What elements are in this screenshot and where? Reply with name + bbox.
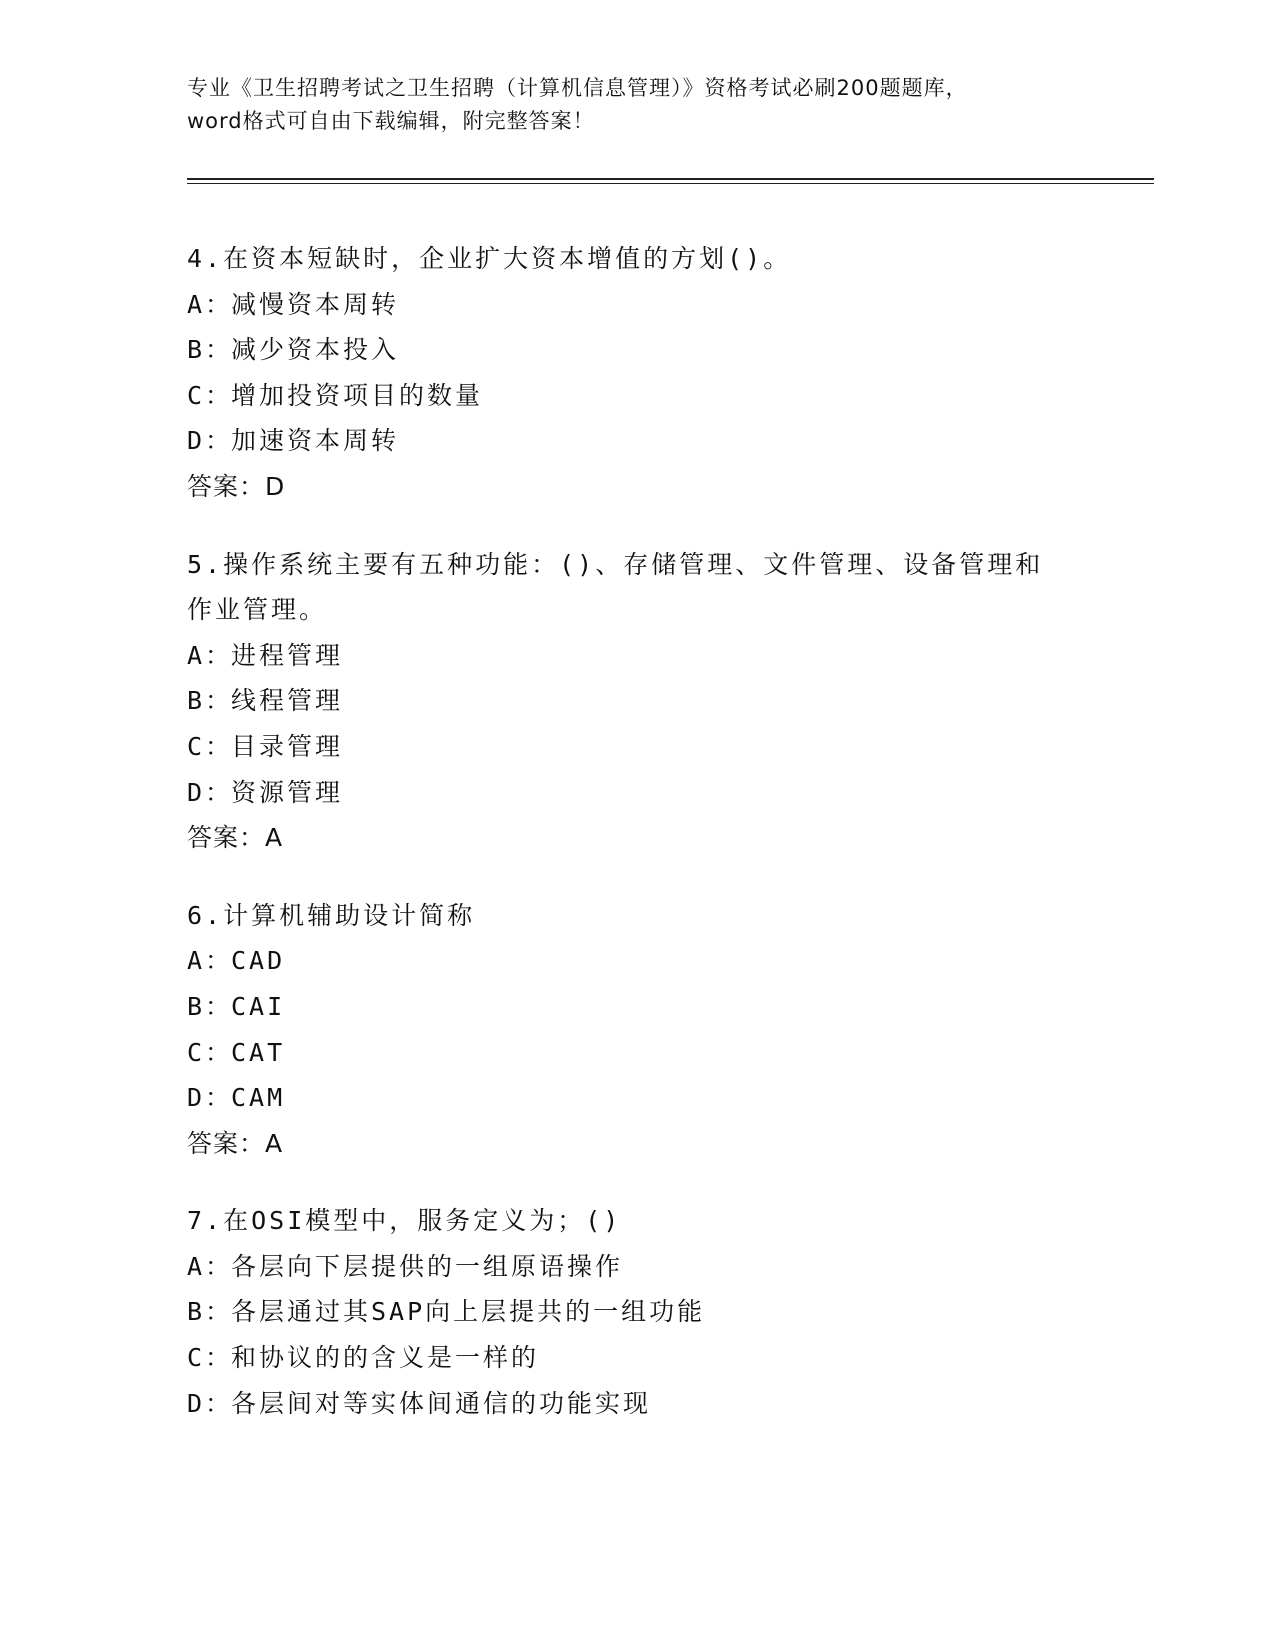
option-text: 进程管理	[231, 640, 344, 670]
option-text: 各层间对等实体间通信的功能实现	[231, 1388, 652, 1418]
option-text: 减慢资本周转	[231, 289, 400, 319]
header-divider-thin	[187, 183, 1154, 184]
option-letter: B：	[187, 1297, 234, 1327]
question-list	[187, 236, 1087, 1458]
option-b	[187, 327, 1087, 373]
option-c	[187, 1335, 1087, 1381]
option-text: 和协议的的含义是一样的	[231, 1343, 540, 1373]
question-stem-continued: 作业管理。	[187, 595, 328, 625]
option-d	[187, 770, 1087, 816]
document-header	[187, 72, 1087, 138]
option-letter: B：	[187, 335, 234, 365]
option-b	[187, 1289, 1087, 1335]
option-letter: D：	[187, 1388, 234, 1418]
answer-line: 答案：A	[187, 1128, 284, 1158]
answer-line: 答案：A	[187, 823, 284, 853]
option-text: 目录管理	[231, 731, 344, 761]
option-letter: C：	[187, 1037, 234, 1067]
option-a	[187, 938, 1087, 984]
option-text: CAT	[231, 1037, 286, 1067]
option-letter: C：	[187, 380, 234, 410]
option-a	[187, 1244, 1087, 1290]
option-text: 各层通过其SAP向上层提共的一组功能	[231, 1297, 706, 1327]
option-letter: A：	[187, 289, 234, 319]
option-letter: D：	[187, 426, 234, 456]
header-title-line-2: word格式可自由下载编辑，附完整答案！	[187, 109, 595, 133]
option-c	[187, 1030, 1087, 1076]
option-d	[187, 1381, 1087, 1427]
option-text: CAD	[231, 946, 286, 976]
question-item	[187, 893, 1087, 1167]
option-text: 加速资本周转	[231, 426, 400, 456]
option-letter: A：	[187, 640, 234, 670]
option-letter: A：	[187, 946, 234, 976]
option-text: 资源管理	[231, 777, 344, 807]
option-text: 线程管理	[231, 686, 344, 716]
question-item	[187, 236, 1087, 510]
option-text: 各层向下层提供的一组原语操作	[231, 1251, 624, 1281]
question-item	[187, 1198, 1087, 1426]
option-a	[187, 282, 1087, 328]
option-b	[187, 678, 1087, 724]
question-stem: 5.操作系统主要有五种功能：()、存储管理、文件管理、设备管理和	[187, 549, 1044, 579]
option-text: CAI	[231, 991, 286, 1021]
option-text: 减少资本投入	[231, 335, 400, 365]
option-text: CAM	[231, 1083, 286, 1113]
question-stem: 4.在资本短缺时，企业扩大资本增值的方划()。	[187, 244, 792, 273]
option-letter: A：	[187, 1251, 234, 1281]
header-title-line-1: 专业《卫生招聘考试之卫生招聘（计算机信息管理）》资格考试必刷200题题库，	[187, 76, 968, 100]
option-letter: C：	[187, 1343, 234, 1373]
option-letter: B：	[187, 686, 234, 716]
option-letter: D：	[187, 777, 234, 807]
option-a	[187, 633, 1087, 679]
option-d	[187, 418, 1087, 464]
question-stem: 6.计算机辅助设计简称	[187, 900, 476, 930]
option-letter: D：	[187, 1083, 234, 1113]
option-b	[187, 984, 1087, 1030]
option-c	[187, 373, 1087, 419]
option-c	[187, 724, 1087, 770]
header-divider-thick	[187, 178, 1154, 180]
option-d	[187, 1075, 1087, 1121]
option-letter: C：	[187, 731, 234, 761]
option-text: 增加投资项目的数量	[231, 380, 484, 410]
question-item	[187, 542, 1087, 861]
option-letter: B：	[187, 991, 234, 1021]
answer-line: 答案：D	[187, 471, 286, 501]
question-stem: 7.在OSI模型中，服务定义为；()	[187, 1206, 622, 1236]
